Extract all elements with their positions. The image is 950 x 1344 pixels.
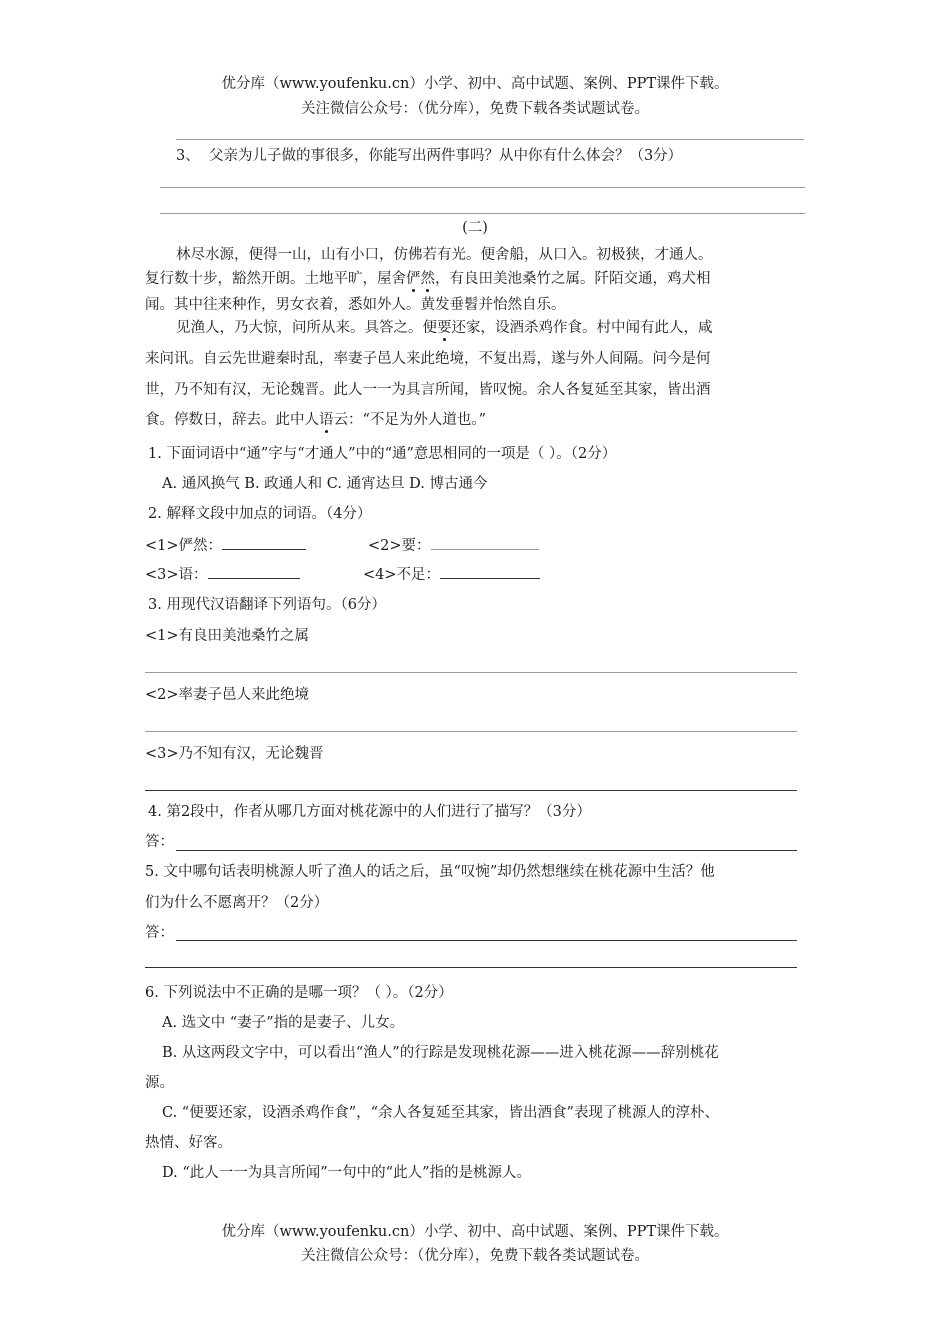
question-6-option-b-line-1: B. 从这两段文字中，可以看出“渔人”的行踪是发现桃花源——进入桃花源——辞别桃花 xyxy=(162,1045,719,1061)
header-line-2: 关注微信公众号：（优分库），免费下载各类试题试卷。 xyxy=(301,101,649,117)
question-6-option-b-line-2: 源。 xyxy=(145,1075,174,1091)
question-5-stem-line-1: 5. 文中哪句话表明桃源人听了渔人的话之后，虽“叹惋”却仍然想继续在桃花源中生活？他 xyxy=(145,864,715,880)
passage-p2-line-2: 来问讯。自云先世避秦时乱，率妻子邑人来此绝境，不复出焉，遂与外人间隔。问今是何 xyxy=(145,351,711,367)
answer-line[interactable] xyxy=(176,940,797,941)
passage-p1-line-2: 复行数十步，豁然开朗。土地平旷，屋舍俨然，有良田美池桑竹之属。阡陌交通，鸡犬相 xyxy=(145,271,711,287)
answer-line[interactable] xyxy=(145,672,797,673)
question-3-sentence-3: <3>乃不知有汉，无论魏晋 xyxy=(145,746,324,762)
blank-answer[interactable] xyxy=(431,535,539,550)
answer-line xyxy=(176,139,804,140)
answer-line[interactable] xyxy=(145,790,797,791)
passage-p1-line-3: 闻。其中往来种作，男女衣着，悉如外人。黄发垂髫并怡然自乐。 xyxy=(145,297,566,313)
question-2-stem: 2. 解释文段中加点的词语。（4分） xyxy=(148,506,372,522)
emphasis-dot-char: 要 xyxy=(437,320,452,336)
emphasis-dot-char: 俨 xyxy=(406,271,421,287)
footer-line-2: 关注微信公众号：（优分库），免费下载各类试题试卷。 xyxy=(301,1248,649,1264)
question-3-stem: 3. 用现代汉语翻译下列语句。（6分） xyxy=(148,597,386,613)
question-5-answer-label: 答： xyxy=(145,925,174,941)
prev-question-3 xyxy=(176,146,682,166)
passage-p1-line-1: 林尽水源，便得一山，山有小口，仿佛若有光。便舍船，从口入。初极狭，才通人。 xyxy=(176,247,713,263)
question-2-item-1: <1>俨然： xyxy=(145,535,306,556)
question-3-sentence-1: <1>有良田美池桑竹之属 xyxy=(145,628,310,644)
blank-answer[interactable] xyxy=(222,535,306,550)
header-line-1: 优分库（www.youfenku.cn）小学、初中、高中试题、案例、PPT课件下载。 xyxy=(221,76,729,92)
question-1-options: A. 通风换气 B. 政通人和 C. 通宵达旦 D. 博古通今 xyxy=(162,476,488,492)
question-6-option-a: A. 选文中 “妻子”指的是妻子、儿女。 xyxy=(162,1015,405,1031)
answer-line[interactable] xyxy=(145,967,797,968)
prev-question-text: 父亲为儿子做的事很多，你能写出两件事吗？从中你有什么体会？（3分） xyxy=(208,148,683,164)
blank-answer[interactable] xyxy=(208,564,300,579)
blank-answer[interactable] xyxy=(440,564,540,579)
answer-line[interactable] xyxy=(176,850,797,851)
answer-line xyxy=(160,187,805,188)
footer-line-1: 优分库（www.youfenku.cn）小学、初中、高中试题、案例、PPT课件下载。 xyxy=(221,1224,729,1240)
question-6-option-c-line-2: 热情、好客。 xyxy=(145,1135,232,1151)
answer-line xyxy=(160,213,805,214)
question-1-stem: 1. 下面词语中“通”字与“才通人”中的“通”意思相同的一项是（ ）。（2分） xyxy=(148,446,617,462)
answer-line[interactable] xyxy=(145,731,797,732)
question-6-stem: 6. 下列说法中不正确的是哪一项？（ ）。（2分） xyxy=(145,985,453,1001)
prev-question-number: 3、 xyxy=(176,148,200,164)
question-4-stem: 4. 第2段中，作者从哪几方面对桃花源中的人们进行了描写？（3分） xyxy=(148,804,591,820)
question-2-item-2: <2>要： xyxy=(368,535,539,556)
question-2-item-3: <3>语： xyxy=(145,564,300,585)
passage-p2-line-3: 世，乃不知有汉，无论魏晋。此人一一为具言所闻，皆叹惋。余人各复延至其家，皆出酒 xyxy=(145,382,711,398)
question-5-stem-line-2: 们为什么不愿离开？（2分） xyxy=(145,895,329,911)
question-6-option-c-line-1: C. “便要还家，设酒杀鸡作食”，“余人各复延至其家，皆出酒食”表现了桃源人的淳朴、 xyxy=(162,1105,719,1121)
passage-p2-line-4: 食。停数日，辞去。此中人语云：“不足为外人道也。” xyxy=(145,412,487,428)
question-3-sentence-2: <2>率妻子邑人来此绝境 xyxy=(145,687,310,703)
passage-p2-line-1: 见渔人，乃大惊，问所从来。具答之。便要还家，设酒杀鸡作食。村中闻有此人，咸 xyxy=(176,320,713,336)
section-title: (二) xyxy=(462,220,488,236)
question-6-option-d: D. “此人一一为具言所闻”一句中的“此人”指的是桃源人。 xyxy=(162,1165,531,1181)
emphasis-dot-char: 然 xyxy=(420,271,435,287)
emphasis-dot-char: 语 xyxy=(319,412,334,428)
question-2-item-4: <4>不足： xyxy=(363,564,540,585)
question-4-answer-label: 答： xyxy=(145,834,174,850)
